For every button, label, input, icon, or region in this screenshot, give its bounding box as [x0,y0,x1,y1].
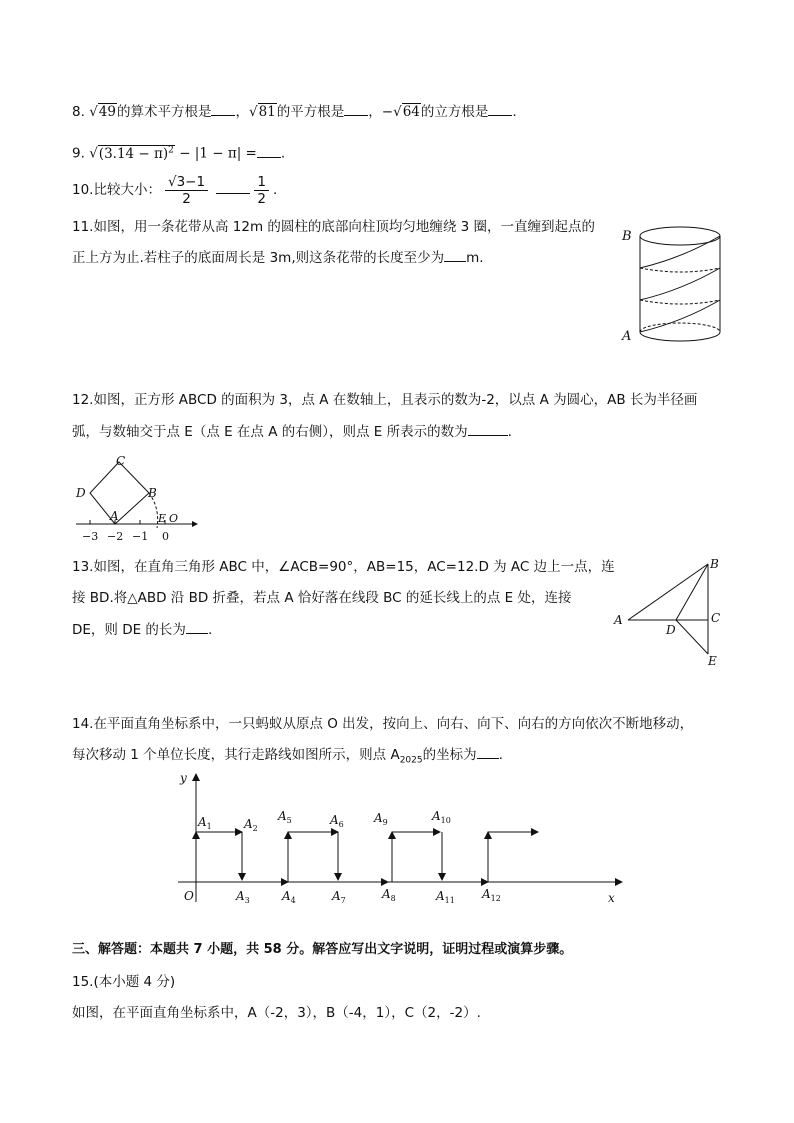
label-a: A [622,329,632,344]
question-13-line1: 13.如图，在直角三角形 ABC 中，∠ACB=90°，AB=15，AC=12.D 为 AC 边上一点，连 [72,559,615,575]
label-b: B [710,557,719,571]
question-12-line2: 弧，与数轴交于点 E（点 E 在点 A 的右侧），则点 E 所表示的数为 . [72,424,512,440]
question-9: 9. $√(3.14 - \pi)^2 - |1 - \pi|$ = . [72,145,286,162]
label-d: D [666,623,676,637]
question-8: 8. √49的算术平方根是 ，√81的平方根是 ，−√64的立方根是 . [72,104,517,120]
tick-label: −1 [132,530,149,543]
point-label-a3: $A_3$ [236,889,250,905]
answer-blank [477,745,499,759]
answer-blank [257,144,281,158]
label-c: C [711,611,721,625]
point-label-a2: $A_2$ [244,817,258,833]
answer-blank [216,183,250,194]
axis-y-label: y [180,771,187,785]
point-label-a8: $A_8$ [382,887,396,903]
question-15-text: 如图，在平面直角坐标系中，A（-2，3），B（-4，1），C（2，-2）. [72,1005,481,1021]
axis-x-label: x [608,891,615,905]
point-label-a4: $A_4$ [282,889,296,905]
tick-label: −3 [82,530,99,543]
point-label-a1: $A_1$ [198,815,212,831]
sqrt-49: √49 [89,104,116,120]
answer-blank [186,620,208,634]
triangle-figure [612,552,732,670]
point-label-a11: $A_{11}$ [436,889,455,905]
question-13-line3: DE，则 DE 的长为 . [72,622,213,638]
label-b: B [622,229,632,244]
answer-blank [468,422,508,436]
fraction-1: $\frac{√3-1}{2}$ [165,174,208,207]
question-15-title: 15.(本小题 4 分) [72,974,176,990]
sqrt-expression: $√(3.14 - \pi)^2$ [89,145,174,162]
answer-blank [444,248,466,262]
ant-path-figure [160,768,630,908]
point-label-a6: $A_6$ [330,813,344,829]
tick-label: 0 [162,530,169,543]
number-line-square-figure [70,450,200,545]
fraction-2: $\frac{1}{2}$ [254,174,269,207]
question-14-line1: 14.在平面直角坐标系中，一只蚂蚁从原点 O 出发，按向上、向右、向下、向右的方向依次不断地移动， [72,716,694,732]
point-label-a12: $A_{12}$ [482,887,501,903]
label-o: O [169,512,179,525]
cylinder-figure [612,218,722,346]
label-b: B [148,486,157,500]
question-12-line1: 12.如图，正方形 ABCD 的面积为 3，点 A 在数轴上，且表示的数为-2，以点 A 为圆心，AB 长为半径画 [72,392,698,408]
point-label-a5: $A_5$ [278,809,292,825]
tick-label: −2 [107,530,124,543]
question-14-line2: 每次移动 1 个单位长度，其行走路线如图所示，则点 $A_{2025}$的坐标为 . [72,747,503,766]
section-heading: 三、解答题：本题共 7 小题，共 58 分。解答应写出文字说明，证明过程或演算步骤。 [72,942,573,957]
label-c: C [116,454,126,468]
question-11-line2: 正上方为止.若柱子的底面周长是 3m,则这条花带的长度至少为 m. [72,250,484,266]
label-a: A [614,613,623,627]
answer-blank [488,102,512,116]
question-13-line2: 接 BD.将△ABD 沿 BD 折叠，若点 A 恰好落在线段 BC 的延长线上的点 E 处，连接 [72,590,572,606]
question-10: 10.比较大小： $\frac{√3-1}{2}$ $\frac{1}{2}$ . [72,173,278,207]
label-e: E [158,512,167,525]
answer-blank [211,102,235,116]
label-e: E [708,654,717,668]
answer-blank [344,102,368,116]
point-label-a10: $A_{10}$ [432,809,451,825]
label-d: D [76,486,86,500]
origin-label: O [184,889,194,903]
point-label-a9: $A_9$ [374,811,388,827]
sqrt-81: √81 [248,104,276,120]
sqrt-64: √64 [393,104,420,120]
point-label-a7: $A_7$ [332,889,346,905]
question-11-line1: 11.如图，用一条花带从高 12m 的圆柱的底部向柱顶均匀地缠绕 3 圈，一直缠到起点的 [72,219,596,235]
label-a: A [110,509,119,523]
